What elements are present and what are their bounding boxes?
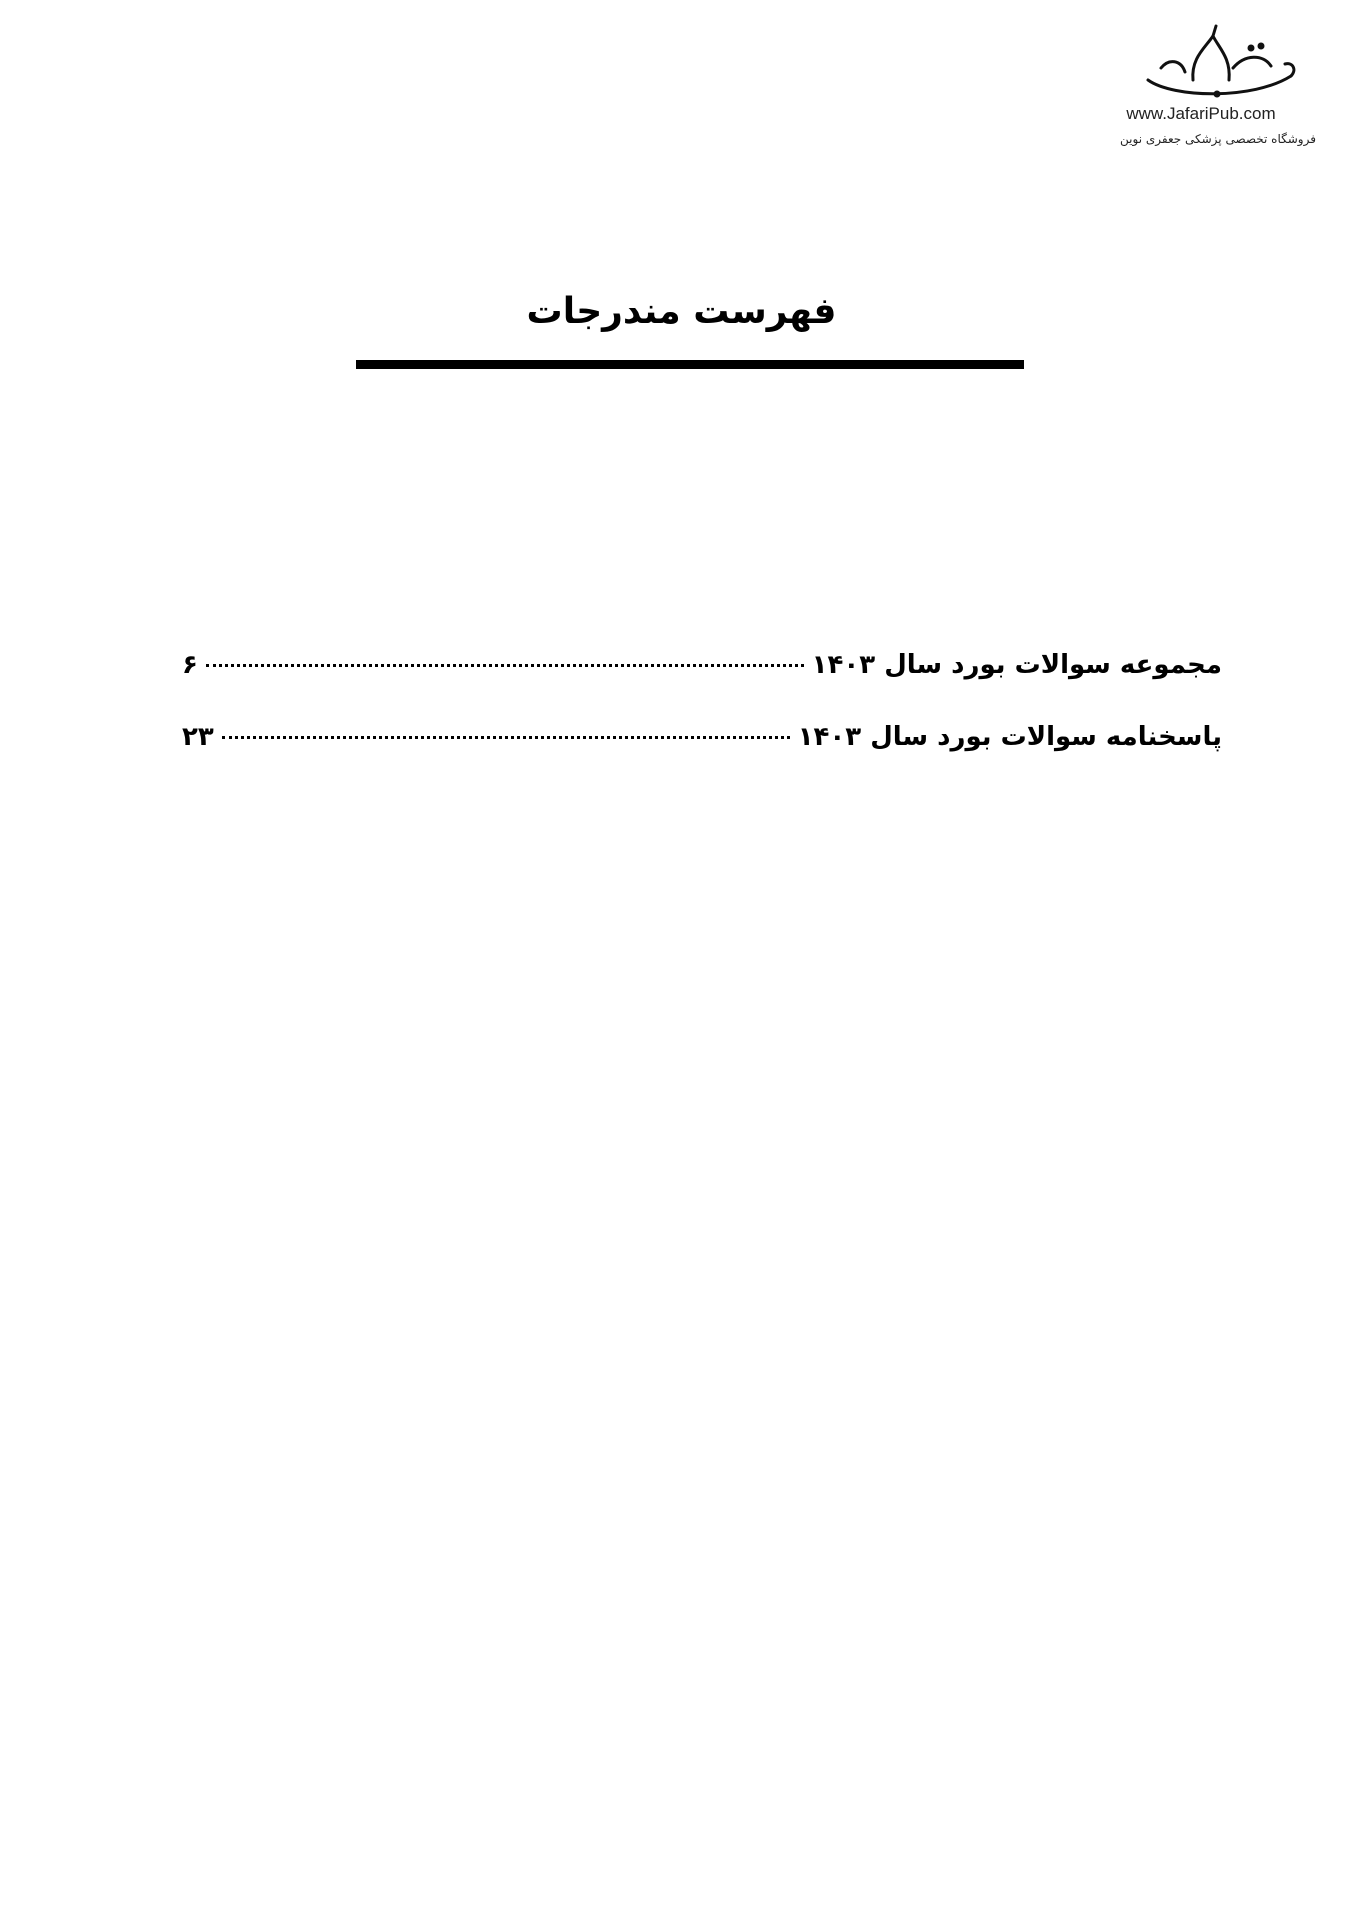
logo-url: www.JafariPub.com [1126, 104, 1276, 123]
title-divider [356, 360, 1024, 369]
page-title: فهرست مندرجات [526, 291, 837, 332]
toc-entry-title: پاسخنامه سوالات بورد سال ۱۴۰۳ [797, 722, 1222, 752]
publisher-logo [1103, 18, 1333, 158]
toc-dot-leader [222, 736, 790, 739]
toc-entry-page: ۶ [182, 650, 198, 680]
toc-dot-leader [206, 664, 804, 667]
calligraphy-logo-icon [1133, 18, 1303, 108]
toc-entry[interactable] [182, 650, 1222, 722]
toc-entry-page: ۲۳ [182, 722, 214, 752]
toc-list [182, 650, 1222, 794]
logo-tagline: فروشگاه تخصصی پزشکی جعفری نوین [1120, 132, 1316, 146]
toc-entry-title: مجموعه سوالات بورد سال ۱۴۰۳ [811, 650, 1222, 680]
toc-entry[interactable] [182, 722, 1222, 794]
